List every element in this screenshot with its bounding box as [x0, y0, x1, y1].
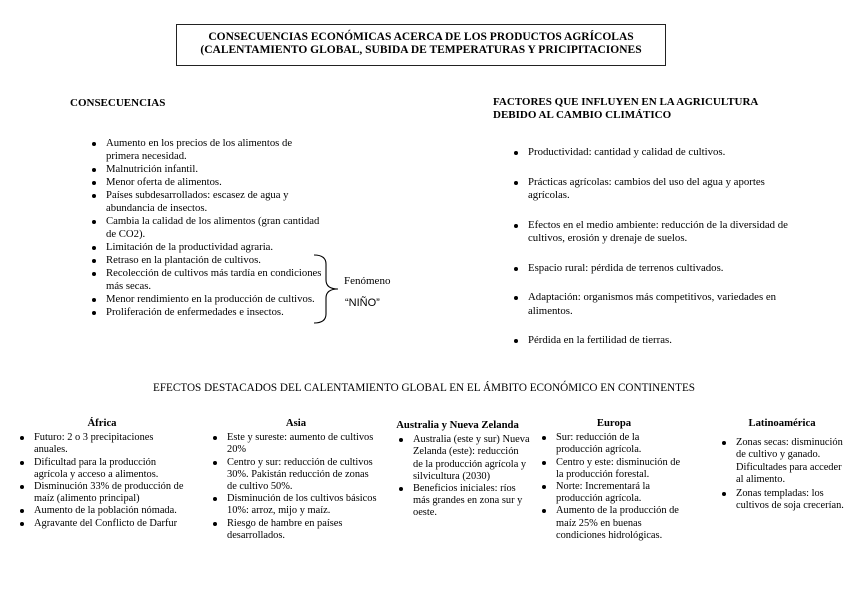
list-item: Productividad: cantidad y calidad de cultivos. [512, 146, 792, 160]
list-item: Malnutrición infantil. [90, 163, 322, 176]
list-item: Zonas templadas: los cultivos de soja crecerían. [720, 488, 844, 512]
list-item: Prácticas agrícolas: cambios del uso del agua y aportes agrícolas. [512, 176, 792, 203]
factores-heading-line-2: DEBIDO AL CAMBIO CLIMÁTICO [493, 109, 672, 121]
list-item: Limitación de la productividad agraria. [90, 241, 322, 254]
list-item: Adaptación: organismos más competitivos, variedades en alimentos. [512, 291, 792, 318]
list-item: Efectos en el medio ambiente: reducción de la diversidad de cultivos, erosión y drenaje de suelos. [512, 219, 792, 246]
list-item: Menor rendimiento en la producción de cultivos. [90, 293, 322, 306]
factores-heading [493, 96, 758, 122]
list-item: Riesgo de hambre en países desarrollados. [211, 518, 381, 542]
column-asia [211, 417, 381, 542]
curly-brace-icon [312, 254, 342, 324]
list-item: Australia (este y sur) Nueva Zelanda (este): reducción de la producción agrícola y silvicultura (2030) [397, 434, 530, 483]
list-item: Recolección de cultivos más tardía en condiciones más secas. [90, 267, 322, 293]
column-latinoamerica [720, 417, 844, 512]
column-title-latinoamerica: Latinoamérica [748, 417, 816, 429]
document-title-box [176, 24, 666, 66]
list-item: Aumento de la población nómada. [18, 505, 186, 517]
list-item: Zonas secas: disminución de cultivo y ganado. Dificultades para acceder al alimento. [720, 437, 844, 486]
list-item: Espacio rural: pérdida de terrenos cultivados. [512, 262, 792, 276]
australia-list [385, 434, 530, 519]
title-line-2: (CALENTAMIENTO GLOBAL, SUBIDA DE TEMPERATURAS Y PRICIPITACIONES [200, 44, 642, 56]
list-item: Disminución 33% de producción de maíz (alimento principal) [18, 481, 186, 505]
list-item: Aumento en los precios de los alimentos de primera necesidad. [90, 137, 322, 163]
list-item: Menor oferta de alimentos. [90, 176, 322, 189]
column-title-asia: Asia [285, 417, 307, 429]
asia-list [211, 432, 381, 542]
list-item: Este y sureste: aumento de cultivos 20% [211, 432, 381, 456]
list-item: Centro y este: disminución de la producción forestal. [540, 457, 688, 481]
consecuencias-list [90, 137, 322, 319]
list-item: Retraso en la plantación de cultivos. [90, 254, 322, 267]
list-item: Aumento de la producción de maíz 25% en buenas condiciones hidrológicas. [540, 505, 688, 542]
list-item: Proliferación de enfermedades e insectos. [90, 306, 322, 319]
consecuencias-heading: CONSECUENCIAS [70, 97, 166, 109]
column-title-europa: Europa [596, 417, 632, 429]
list-item: Países subdesarrollados: escasez de agua y abundancia de insectos. [90, 189, 322, 215]
list-item: Beneficios iniciales: ríos más grandes en zona sur y oeste. [397, 483, 530, 520]
africa-list [18, 432, 186, 530]
list-item: Norte: Incrementará la producción agrícola. [540, 481, 688, 505]
column-europa [540, 417, 688, 542]
list-item: Cambia la calidad de los alimentos (gran cantidad de CO2). [90, 215, 322, 241]
column-australia [385, 419, 530, 520]
list-item: Futuro: 2 o 3 precipitaciones anuales. [18, 432, 186, 456]
fenomeno-label: Fenómeno [344, 275, 391, 287]
fenomeno-name: “NIÑO” [345, 297, 380, 309]
factores-list [512, 146, 792, 364]
europa-list [540, 432, 688, 542]
list-item: Dificultad para la producción agrícola y acceso a alimentos. [18, 457, 186, 481]
list-item: Pérdida en la fertilidad de tierras. [512, 334, 792, 348]
list-item: Disminución de los cultivos básicos 10%: arroz, mijo y maíz. [211, 493, 381, 517]
list-item: Agravante del Conflicto de Darfur [18, 518, 186, 530]
column-title-africa: África [87, 417, 117, 429]
column-africa [18, 417, 186, 530]
factores-heading-line-1: FACTORES QUE INFLUYEN EN LA AGRICULTURA [493, 96, 759, 108]
efectos-title: EFECTOS DESTACADOS DEL CALENTAMIENTO GLOBAL EN EL ÁMBITO ECONÓMICO EN CONTINENTES [152, 382, 696, 394]
latinoamerica-list [720, 437, 844, 512]
list-item: Sur: reducción de la producción agrícola. [540, 432, 688, 456]
title-line-1: CONSECUENCIAS ECONÓMICAS ACERCA DE LOS PRODUCTOS AGRÍCOLAS [208, 31, 634, 43]
list-item: Centro y sur: reducción de cultivos 30%. Pakistán reducción de zonas de cultivo 50%. [211, 457, 381, 494]
column-title-australia: Australia y Nueva Zelanda [396, 419, 519, 431]
